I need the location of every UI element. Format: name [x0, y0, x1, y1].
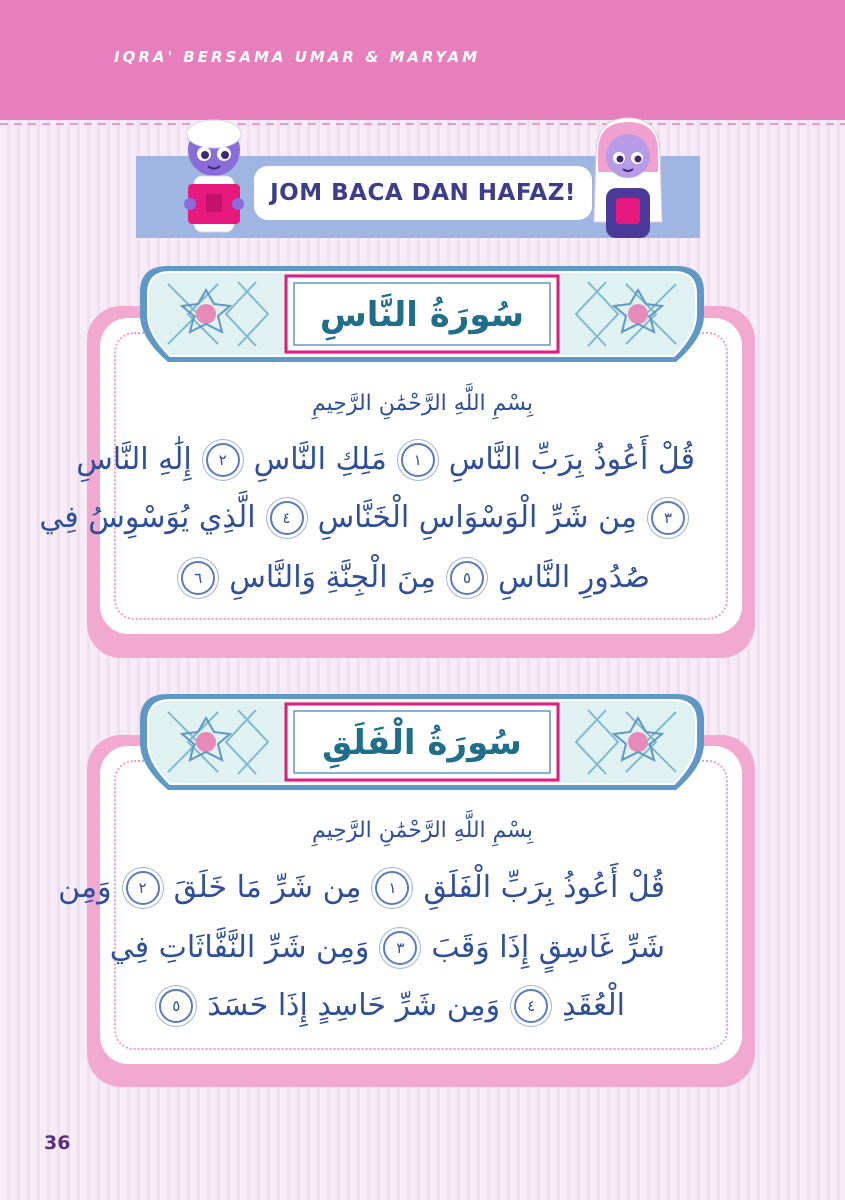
ayah-text: الَّذِي يُوَسْوِسُ فِي [39, 500, 256, 535]
surah-nas-basmala: بِسْمِ اللَّهِ الرَّحْمَٰنِ الرَّحِيمِ [311, 391, 534, 416]
ayah-number-marker: ٣ [383, 931, 417, 965]
ayah-number-marker: ٤ [270, 501, 304, 535]
ayah-number-marker: ٦ [181, 561, 215, 595]
ayah-number-marker: ١ [375, 871, 409, 905]
surah-nas-line-2 [39, 500, 685, 535]
girl-character-illustration [588, 112, 668, 244]
ayah-number-marker: ٣ [651, 501, 685, 535]
surah-falaq-line-3 [159, 988, 625, 1023]
ayah-text: الْعُقَدِ [562, 988, 625, 1023]
ayah-number-marker: ٢ [126, 871, 160, 905]
ayah-number-marker: ٢ [206, 443, 240, 477]
surah-falaq-title: سُورَةُ الْفَلَقِ [322, 723, 522, 763]
header-wave [0, 96, 845, 136]
ayah-text: وَمِن شَرِّ حَاسِدٍ إِذَا حَسَدَ [207, 988, 501, 1023]
ayah-text: صُدُورِ النَّاسِ [497, 560, 650, 595]
page-number: 36 [44, 1132, 71, 1154]
ayah-number-marker: ٤ [514, 989, 548, 1023]
ayah-text: قُلْ أَعُوذُ بِرَبِّ النَّاسِ [448, 442, 695, 477]
ayah-text: قُلْ أَعُوذُ بِرَبِّ الْفَلَقِ [423, 870, 665, 905]
surah-nas-title: سُورَةُ النَّاسِ [319, 295, 525, 335]
ayah-text: وَمِن [58, 870, 112, 905]
ayah-text: مَلِكِ النَّاسِ [253, 442, 387, 477]
boy-character-illustration [170, 110, 258, 240]
ayah-number-marker: ٥ [159, 989, 193, 1023]
ayah-number-marker: ٥ [450, 561, 484, 595]
ayah-text: وَمِن شَرِّ النَّفَّاثَاتِ فِي [109, 930, 370, 965]
surah-nas-line-1 [76, 442, 695, 477]
surah-falaq-line-1 [58, 870, 665, 905]
ayah-text: شَرِّ غَاسِقٍ إِذَا وَقَبَ [431, 930, 665, 965]
ayah-text: مِنَ الْجِنَّةِ وَالنَّاسِ [229, 560, 436, 595]
ayah-text: إِلَٰهِ النَّاسِ [76, 442, 192, 477]
banner-pill [254, 166, 592, 220]
ayah-text: مِن شَرِّ الْوَسْوَاسِ الْخَنَّاسِ [317, 500, 637, 535]
surah-nas-line-3 [181, 560, 650, 595]
ayah-text: مِن شَرِّ مَا خَلَقَ [173, 870, 362, 905]
surah-falaq-basmala: بِسْمِ اللَّهِ الرَّحْمَٰنِ الرَّحِيمِ [311, 818, 534, 843]
banner-title: JOM BACA DAN HAFAZ! [270, 180, 576, 206]
ayah-number-marker: ١ [401, 443, 435, 477]
surah-falaq-line-2 [110, 930, 665, 965]
series-title: IQRA' BERSAMA UMAR & MARYAM [114, 48, 481, 66]
